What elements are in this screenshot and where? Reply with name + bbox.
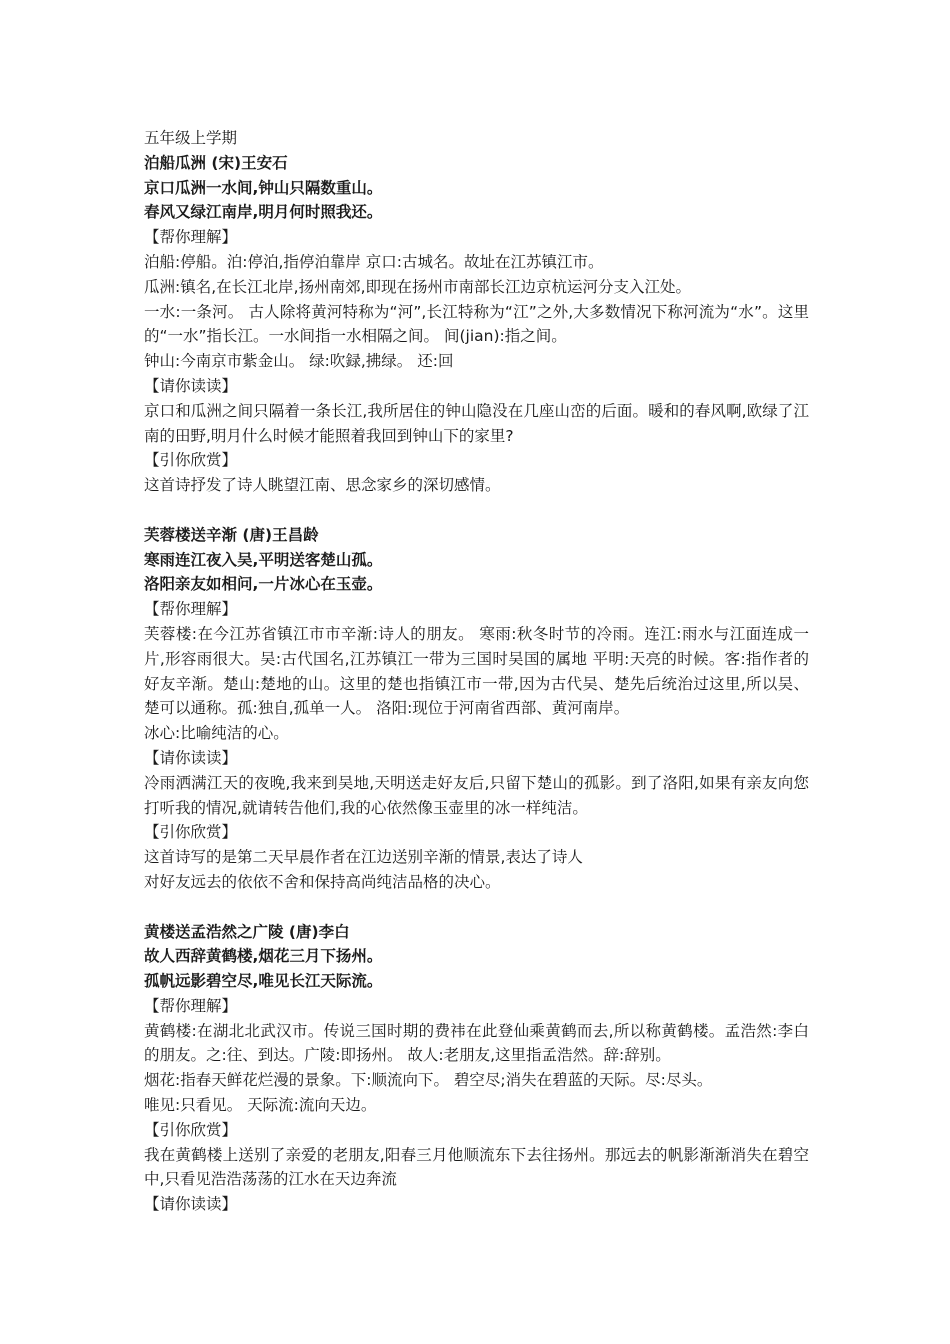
section-paragraph: 我在黄鹤楼上送别了亲爱的老朋友,阳春三月他顺流东下去往扬州。那远去的帆影渐渐消失在碧空中,只看见浩浩荡荡的江水在天边奔流 (144, 1145, 809, 1189)
section-heading: 【请你读读】 (144, 748, 238, 767)
section-heading: 【引你欣赏】 (144, 451, 238, 470)
blank-line (144, 895, 809, 920)
semester-heading: 五年级上学期 (144, 129, 238, 147)
poem-line: 孤帆远影碧空尽,唯见长江天际流。 (144, 972, 383, 991)
section-paragraph: 对好友远去的依依不舍和保持高尚纯洁品格的决心。 (144, 872, 501, 891)
poem-title: 泊船瓜洲 (宋)王安石 (144, 153, 288, 172)
section-paragraph: 泊船:停船。泊:停泊,指停泊靠岸 京口:古城名。故址在江苏镇江市。 (144, 252, 604, 271)
blank-line (144, 498, 809, 523)
section-paragraph: 京口和瓜洲之间只隔着一条长江,我所居住的钟山隐没在几座山峦的后面。暖和的春风啊,欧绿了江南的田野,明月什么时候才能照着我回到钟山下的家里? (144, 401, 809, 445)
poem-line: 寒雨连江夜入吴,平明送客楚山孤。 (144, 550, 383, 569)
section-heading: 【引你欣赏】 (144, 823, 238, 842)
section-paragraph: 这首诗写的是第二天早晨作者在江边送别辛渐的情景,表达了诗人 (144, 848, 583, 867)
poem-line: 京口瓜洲一水间,钟山只隔数重山。 (144, 178, 383, 197)
section-paragraph: 芙蓉楼:在今江苏省镇江市市辛渐:诗人的朋友。 寒雨:秋冬时节的冷雨。连江:雨水与江面连成一片,形容雨很大。吴:古代国名,江苏镇江一带为三国时吴国的属地 平明:天亮的时候。客:指作者的好友辛渐。楚山:楚地的山。这里的楚也指镇江市一带,因为古代吴、楚先后统治过这里,所以吴、楚可以通称。孤:独自,孤单一人。 洛阳:现位于河南省西部、黄河南岸。 (144, 624, 809, 718)
poem-title: 黄楼送孟浩然之广陵 (唐)李白 (144, 922, 350, 941)
poem-line: 洛阳亲友如相问,一片冰心在玉壶。 (144, 575, 383, 594)
section-paragraph: 这首诗抒发了诗人眺望江南、思念家乡的深切感情。 (144, 476, 501, 495)
document-body (144, 126, 809, 1217)
section-paragraph: 唯见:只看见。 天际流:流向天边。 (144, 1096, 377, 1115)
section-heading: 【帮你理解】 (144, 600, 238, 619)
section-heading: 【引你欣赏】 (144, 1120, 238, 1139)
section-heading: 【帮你理解】 (144, 996, 238, 1015)
poem-line: 春风又绿江南岸,明月何时照我还。 (144, 203, 383, 222)
section-heading: 【请你读读】 (144, 376, 238, 395)
section-heading: 【请你读读】 (144, 1195, 238, 1214)
section-paragraph: 一水:一条河。 古人除将黄河特称为“河”,长江特称为“江”之外,大多数情况下称河流为“水”。这里的“一水”指长江。一水间指一水相隔之间。 间(jian):指之间。 (144, 302, 809, 346)
section-heading: 【帮你理解】 (144, 228, 238, 247)
poem-title: 芙蓉楼送辛渐 (唐)王昌龄 (144, 525, 319, 544)
section-paragraph: 钟山:今南京市紫金山。 绿:吹録,拂绿。 还:回 (144, 352, 454, 371)
poem-line: 故人西辞黄鹤楼,烟花三月下扬州。 (144, 947, 383, 966)
section-paragraph: 黄鹤楼:在湖北北武汉市。传说三国时期的费祎在此登仙乘黄鹤而去,所以称黄鹤楼。孟浩然:李白的朋友。之:往、到达。广陵:即扬州。 故人:老朋友,这里指孟浩然。辞:辞别。 (144, 1021, 809, 1065)
section-paragraph: 瓜洲:镇名,在长江北岸,扬州南郊,即现在扬州市南部长江边京杭运河分支入江处。 (144, 277, 692, 296)
section-paragraph: 冷雨洒满江天的夜晚,我来到吴地,天明送走好友后,只留下楚山的孤影。到了洛阳,如果有亲友向您打听我的情况,就请转告他们,我的心依然像玉壶里的冰一样纯洁。 (144, 773, 809, 817)
section-paragraph: 冰心:比喻纯洁的心。 (144, 724, 289, 743)
section-paragraph: 烟花:指春天鲜花烂漫的景象。下:顺流向下。 碧空尽;消失在碧蓝的天际。尽:尽头。 (144, 1071, 713, 1090)
